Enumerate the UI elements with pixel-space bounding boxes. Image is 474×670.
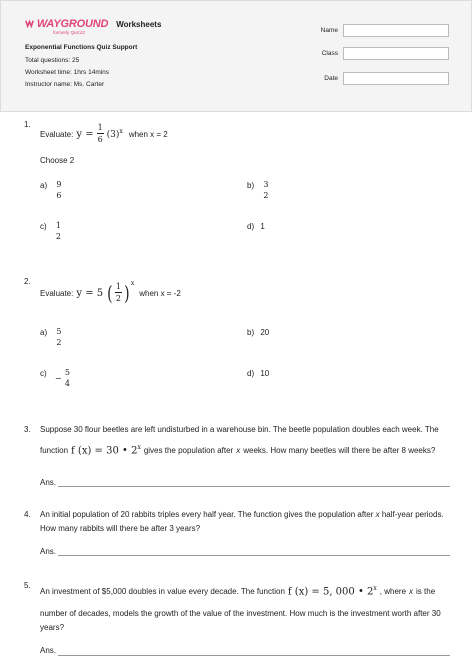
- brand-mark-icon: [25, 19, 34, 28]
- q1-option-b[interactable]: b) 3 2: [247, 180, 269, 200]
- q2-option-a[interactable]: a) 5 2: [40, 327, 62, 347]
- date-label: Date: [324, 75, 338, 82]
- question-5-line-1: An investment of $5,000 doubles in value every decade. The function f (x) = 5, 000 • 2$^x$ , where x is the: [40, 585, 436, 598]
- q1-option-a[interactable]: a) 9 6: [40, 180, 62, 200]
- app-title: Worksheets: [116, 20, 162, 29]
- brand-logo: [25, 18, 162, 35]
- question-2-number: 2.: [24, 277, 31, 286]
- q2-option-c[interactable]: c) − 5 4: [40, 368, 70, 388]
- question-3-line-2: function f (x) = 30 • 2$^x$ gives the population after x weeks. How many beetles will there be after 8 weeks?: [40, 444, 436, 457]
- instructor-name: Instructor name: Ms. Carter: [25, 81, 105, 88]
- name-field[interactable]: [343, 24, 449, 37]
- brand-subtitle: formerly Quizizz: [53, 30, 86, 35]
- question-1-instruction: Choose 2: [40, 156, 75, 165]
- question-1-number: 1.: [24, 120, 31, 129]
- question-1-prompt: Evaluate: y = $\frac{1}{6}$ $(3)^x$ when x = 2: [40, 123, 168, 144]
- q2-option-d[interactable]: d) 10: [247, 369, 270, 378]
- question-4-ans-label: Ans.: [40, 547, 57, 556]
- question-3-answer-line[interactable]: [58, 486, 450, 487]
- question-5-number: 5.: [24, 581, 31, 590]
- question-4-answer-line[interactable]: [58, 555, 450, 556]
- q1-option-c[interactable]: c) 1 2: [40, 221, 61, 241]
- worksheet-header: [0, 0, 472, 112]
- brand-wordmark: WAYGROUND: [25, 18, 108, 30]
- total-questions: Total questions: 25: [25, 57, 80, 64]
- question-3-line-1: Suppose 30 flour beetles are left undisturbed in a warehouse bin. The beetle population doubles each week. The: [40, 425, 439, 434]
- quiz-title: Exponential Functions Quiz Support: [25, 44, 138, 51]
- name-label: Name: [320, 27, 338, 34]
- question-2-prompt: Evaluate: y = 5 ( $\frac{1}{2}$ ) x when x = -2: [40, 280, 181, 305]
- question-5-answer-line[interactable]: [58, 655, 450, 656]
- worksheet-time: Worksheet time: 1hrs 14mins: [25, 69, 110, 76]
- date-field[interactable]: [343, 72, 449, 85]
- question-5-line-2: number of decades, models the growth of the value of the investment. How much is the investment worth after 30: [40, 609, 441, 618]
- question-3-ans-label: Ans.: [40, 478, 57, 487]
- class-field[interactable]: [343, 47, 449, 60]
- question-4-number: 4.: [24, 510, 31, 519]
- question-5-line-3: years?: [40, 623, 65, 632]
- question-3-number: 3.: [24, 425, 31, 434]
- question-4-line-1: An initial population of 20 rabbits triples every half year. The function gives the population after x half-year periods.: [40, 510, 444, 519]
- q1-option-d[interactable]: d) 1: [247, 222, 265, 231]
- question-4-line-2: How many rabbits will there be after 3 years?: [40, 524, 201, 533]
- q2-option-b[interactable]: b) 20: [247, 328, 270, 337]
- question-5-ans-label: Ans.: [40, 646, 57, 655]
- class-label: Class: [321, 50, 338, 57]
